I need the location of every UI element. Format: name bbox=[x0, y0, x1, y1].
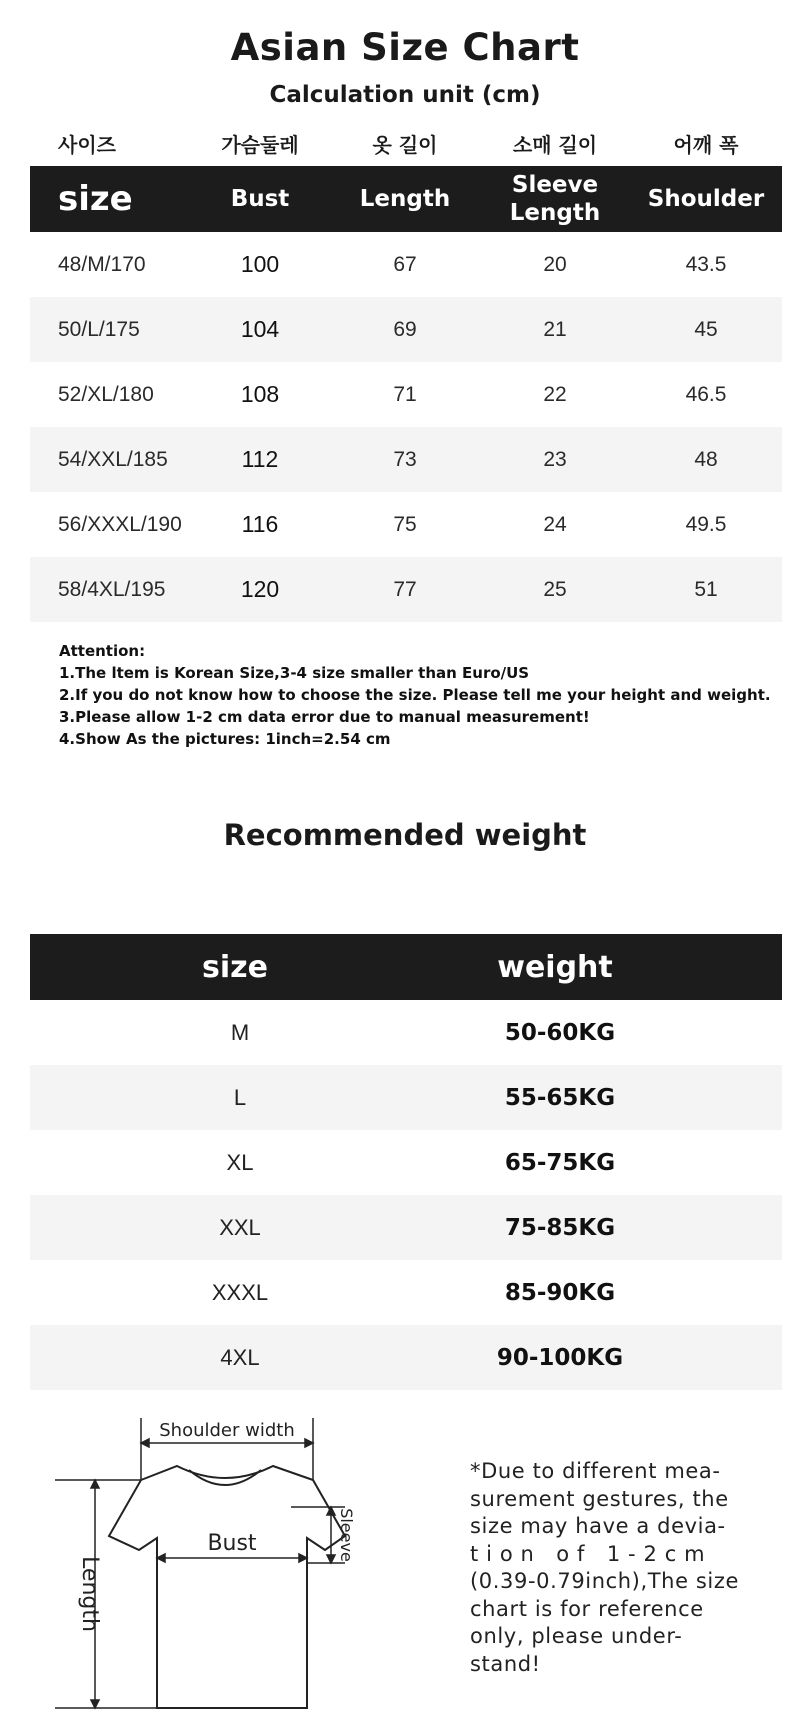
cell-shoulder: 45 bbox=[694, 317, 718, 341]
table-row bbox=[30, 492, 782, 557]
header-length: Length bbox=[359, 186, 451, 212]
cell-sleeve: 22 bbox=[543, 382, 567, 406]
cell-shoulder: 48 bbox=[694, 447, 718, 471]
size-table bbox=[30, 166, 782, 622]
attention-line: 4.Show As the pictures: 1inch=2.54 cm bbox=[59, 730, 391, 748]
weight-cell-weight: 55-65KG bbox=[504, 1084, 616, 1111]
korean-header-sleeve: 소매 길이 bbox=[512, 132, 598, 157]
weight-cell-size: M bbox=[230, 1019, 250, 1045]
weight-header-size: size bbox=[202, 949, 268, 985]
header-sleeve-length bbox=[480, 171, 630, 227]
weight-row bbox=[30, 1325, 782, 1390]
weight-cell-size: XL bbox=[226, 1149, 254, 1175]
cell-bust: 100 bbox=[240, 251, 280, 277]
cell-sleeve: 24 bbox=[543, 512, 567, 536]
tshirt-measurement-diagram bbox=[55, 1418, 415, 1718]
attention-heading: Attention: bbox=[59, 642, 146, 660]
korean-header-length: 옷 길이 bbox=[372, 132, 438, 157]
weight-cell-weight: 90-100KG bbox=[496, 1344, 624, 1371]
cell-size: 54/XXL/185 bbox=[58, 447, 168, 471]
cell-length: 67 bbox=[393, 252, 417, 276]
note-line: stand! bbox=[470, 1651, 541, 1676]
cell-size: 56/XXXL/190 bbox=[58, 512, 182, 536]
weight-cell-size: L bbox=[233, 1084, 247, 1110]
cell-length: 71 bbox=[393, 382, 417, 406]
attention-line: 3.Please allow 1-2 cm data error due to manual measurement! bbox=[59, 708, 590, 726]
cell-sleeve: 23 bbox=[543, 447, 567, 471]
header-sleeve-line2: Length bbox=[509, 200, 601, 226]
cell-length: 73 bbox=[393, 447, 417, 471]
weight-header-weight: weight bbox=[497, 949, 613, 985]
arrowhead-icon bbox=[91, 1480, 99, 1488]
weight-cell-weight: 75-85KG bbox=[504, 1214, 616, 1241]
measurement-note bbox=[470, 1458, 762, 1678]
page-title: Asian Size Chart bbox=[230, 26, 580, 69]
weight-cell-size: 4XL bbox=[220, 1344, 260, 1370]
weight-table bbox=[30, 934, 782, 1390]
weight-row bbox=[30, 1065, 782, 1130]
note-line: size may have a devia- bbox=[470, 1514, 726, 1538]
cell-length: 69 bbox=[393, 317, 417, 341]
header-size: size bbox=[58, 179, 133, 219]
cell-length: 77 bbox=[393, 577, 417, 601]
attention-line: 2.If you do not know how to choose the size. Please tell me your height and weight. bbox=[59, 686, 771, 704]
weight-row bbox=[30, 1130, 782, 1195]
korean-header-row bbox=[30, 126, 782, 160]
note-line: t i o n o f 1 - 2 c m bbox=[470, 1541, 706, 1566]
recommended-weight-title: Recommended weight bbox=[223, 818, 587, 852]
weight-cell-weight: 50-60KG bbox=[504, 1019, 616, 1046]
attention-notes bbox=[59, 640, 779, 750]
page-subtitle: Calculation unit (cm) bbox=[269, 82, 541, 108]
cell-shoulder: 51 bbox=[694, 577, 718, 601]
note-line: *Due to different mea- bbox=[470, 1459, 721, 1483]
sleeve-label: Sleeve bbox=[337, 1508, 356, 1562]
header-sleeve-line1: Sleeve bbox=[511, 172, 599, 198]
cell-shoulder: 49.5 bbox=[685, 512, 727, 536]
tshirt-outline-icon bbox=[109, 1466, 345, 1708]
cell-size: 48/M/170 bbox=[58, 252, 146, 276]
weight-cell-weight: 85-90KG bbox=[504, 1279, 616, 1306]
cell-shoulder: 46.5 bbox=[685, 382, 727, 406]
arrowhead-icon bbox=[141, 1439, 149, 1447]
note-line: only, please under- bbox=[470, 1624, 683, 1648]
korean-header-shoulder: 어깨 폭 bbox=[673, 132, 739, 157]
cell-sleeve: 20 bbox=[543, 252, 567, 276]
note-line: surement gestures, the bbox=[470, 1486, 729, 1511]
arrowhead-icon bbox=[327, 1555, 335, 1563]
cell-size: 50/L/175 bbox=[58, 317, 140, 341]
header-shoulder: Shoulder bbox=[647, 186, 765, 212]
note-line: chart is for reference bbox=[470, 1596, 704, 1621]
weight-cell-weight: 65-75KG bbox=[504, 1149, 616, 1176]
arrowhead-icon bbox=[91, 1700, 99, 1708]
cell-bust: 112 bbox=[241, 446, 279, 472]
cell-bust: 108 bbox=[240, 381, 280, 407]
korean-header-bust: 가슴둘레 bbox=[221, 132, 299, 157]
table-row bbox=[30, 557, 782, 622]
header-bust: Bust bbox=[230, 186, 290, 212]
size-table-header bbox=[30, 166, 782, 232]
weight-table-header bbox=[30, 934, 782, 1000]
table-row bbox=[30, 427, 782, 492]
cell-shoulder: 43.5 bbox=[685, 252, 727, 276]
arrowhead-icon bbox=[305, 1439, 313, 1447]
cell-length: 75 bbox=[393, 512, 417, 536]
cell-bust: 120 bbox=[240, 576, 280, 602]
cell-sleeve: 25 bbox=[543, 577, 567, 601]
weight-row bbox=[30, 1000, 782, 1065]
arrowhead-icon bbox=[299, 1554, 307, 1562]
weight-row bbox=[30, 1195, 782, 1260]
cell-size: 58/4XL/195 bbox=[58, 577, 166, 601]
table-row bbox=[30, 362, 782, 427]
cell-sleeve: 21 bbox=[543, 317, 567, 341]
note-line: (0.39-0.79inch),The size bbox=[470, 1569, 740, 1593]
weight-row bbox=[30, 1260, 782, 1325]
table-row bbox=[30, 297, 782, 362]
cell-bust: 104 bbox=[240, 316, 280, 342]
attention-line: 1.The ltem is Korean Size,3-4 size smaller than Euro/US bbox=[59, 664, 530, 682]
weight-cell-size: XXXL bbox=[211, 1279, 269, 1305]
arrowhead-icon bbox=[157, 1554, 165, 1562]
shoulder-width-label: Shoulder width bbox=[159, 1420, 295, 1441]
length-label: Length bbox=[77, 1556, 102, 1632]
cell-bust: 116 bbox=[241, 511, 279, 537]
weight-cell-size: XXL bbox=[219, 1214, 261, 1240]
table-row bbox=[30, 232, 782, 297]
cell-size: 52/XL/180 bbox=[58, 382, 154, 406]
korean-header-size: 사이즈 bbox=[58, 132, 116, 157]
bust-label: Bust bbox=[207, 1531, 257, 1556]
